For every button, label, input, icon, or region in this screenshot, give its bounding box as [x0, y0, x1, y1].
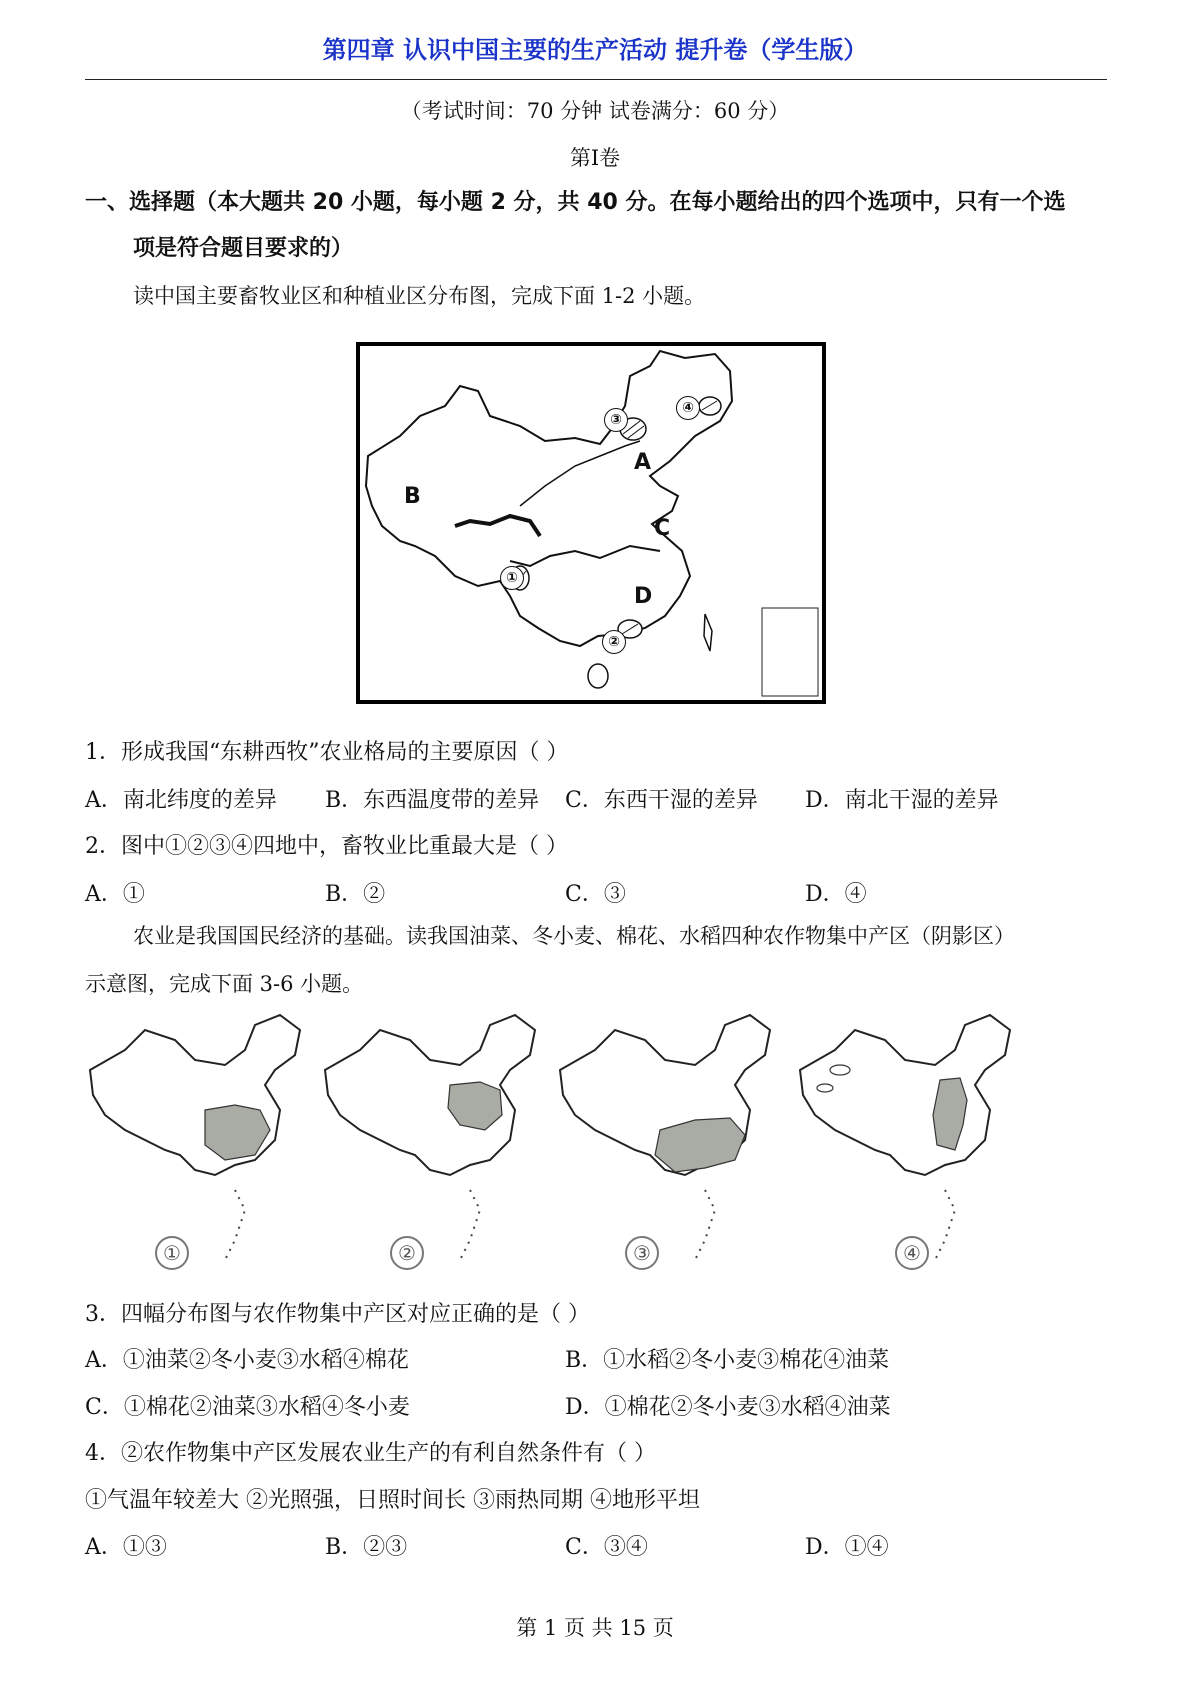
- q1-option-b[interactable]: B．东西温度带的差异: [325, 788, 540, 813]
- map-circle-3: ③: [604, 408, 628, 432]
- map-circle-1: ①: [500, 566, 524, 590]
- map-circle-4: ④: [676, 396, 700, 420]
- region-4-hatch: [699, 397, 721, 415]
- page-footer: 第 1 页 共 15 页: [516, 1616, 674, 1640]
- exam-meta: （考试时间：70 分钟 试卷满分：60 分）: [400, 99, 790, 123]
- volume-label: 第Ⅰ卷: [569, 146, 621, 170]
- q1-option-d[interactable]: D．南北干湿的差异: [805, 788, 999, 813]
- q4-option-c[interactable]: C．③④: [565, 1535, 648, 1560]
- map-circle-2: ②: [602, 630, 626, 654]
- q3-option-d[interactable]: D．①棉花②冬小麦③水稻④油菜: [565, 1395, 891, 1420]
- yangtze-river: [510, 546, 660, 566]
- intro-1: 读中国主要畜牧业区和种植业区分布图，完成下面 1-2 小题。: [133, 284, 706, 308]
- q2-option-a[interactable]: A．①: [85, 882, 145, 907]
- map-label-a: A: [634, 450, 652, 475]
- q4-option-d[interactable]: D．①④: [805, 1535, 889, 1560]
- q3-option-b[interactable]: B．①水稻②冬小麦③棉花④油菜: [565, 1348, 890, 1373]
- question-2-stem: 2．图中①②③④四地中，畜牧业比重最大是（ ）: [85, 834, 568, 859]
- crop-map-4: [795, 1010, 1025, 1280]
- china-outline-map: [360, 346, 822, 700]
- crop-map-1-label: ①: [155, 1236, 189, 1270]
- intro-2-line2: 示意图，完成下面 3-6 小题。: [85, 972, 364, 996]
- q1-option-c[interactable]: C．东西干湿的差异: [565, 788, 758, 813]
- question-1-stem: 1．形成我国“东耕西牧”农业格局的主要原因（ ）: [85, 740, 569, 765]
- crop-map-2-label: ②: [390, 1236, 424, 1270]
- q4-option-b[interactable]: B．②③: [325, 1535, 408, 1560]
- page-title: 第四章 认识中国主要的生产活动 提升卷（学生版）: [322, 36, 868, 64]
- yellow-river: [455, 516, 540, 536]
- crop-map-2: [320, 1010, 550, 1280]
- section-heading: [85, 180, 1115, 272]
- pastoral-boundary: [520, 441, 640, 506]
- map-label-b: B: [404, 484, 421, 509]
- crop-maps-row: [85, 1010, 1085, 1290]
- section-heading-line2: 项是符合题目要求的）: [133, 236, 354, 261]
- map-label-d: D: [634, 584, 653, 609]
- china-border: [366, 351, 732, 646]
- question-4-conditions: ①气温年较差大 ②光照强，日照时间长 ③雨热同期 ④地形平坦: [85, 1488, 700, 1513]
- crop-map-3-label: ③: [625, 1236, 659, 1270]
- intro-2-line1: 农业是我国国民经济的基础。读我国油菜、冬小麦、棉花、水稻四种农作物集中产区（阴影区）: [133, 924, 1015, 948]
- china-agriculture-map: [356, 342, 826, 704]
- question-3-stem: 3．四幅分布图与农作物集中产区对应正确的是（ ）: [85, 1302, 590, 1327]
- header-rule: [85, 79, 1107, 80]
- q3-option-a[interactable]: A．①油菜②冬小麦③水稻④棉花: [85, 1348, 409, 1373]
- q1-option-a[interactable]: A．南北纬度的差异: [85, 788, 277, 813]
- map-label-c: C: [654, 516, 671, 541]
- south-sea-inset: [762, 608, 818, 696]
- crop-map-3: [555, 1010, 785, 1280]
- crop-map-4-label: ④: [895, 1236, 929, 1270]
- q2-option-b[interactable]: B．②: [325, 882, 386, 907]
- q3-option-c[interactable]: C．①棉花②油菜③水稻④冬小麦: [85, 1395, 410, 1420]
- hainan-island: [588, 664, 608, 688]
- q2-option-d[interactable]: D．④: [805, 882, 867, 907]
- taiwan-island: [704, 614, 712, 651]
- crop-map-1: [85, 1010, 315, 1280]
- q2-option-c[interactable]: C．③: [565, 882, 626, 907]
- question-4-stem: 4．②农作物集中产区发展农业生产的有利自然条件有（ ）: [85, 1441, 656, 1466]
- q4-option-a[interactable]: A．①③: [85, 1535, 167, 1560]
- section-heading-line1: 一、选择题（本大题共 20 小题，每小题 2 分，共 40 分。在每小题给出的四个选项中，只有一个选: [85, 190, 1066, 215]
